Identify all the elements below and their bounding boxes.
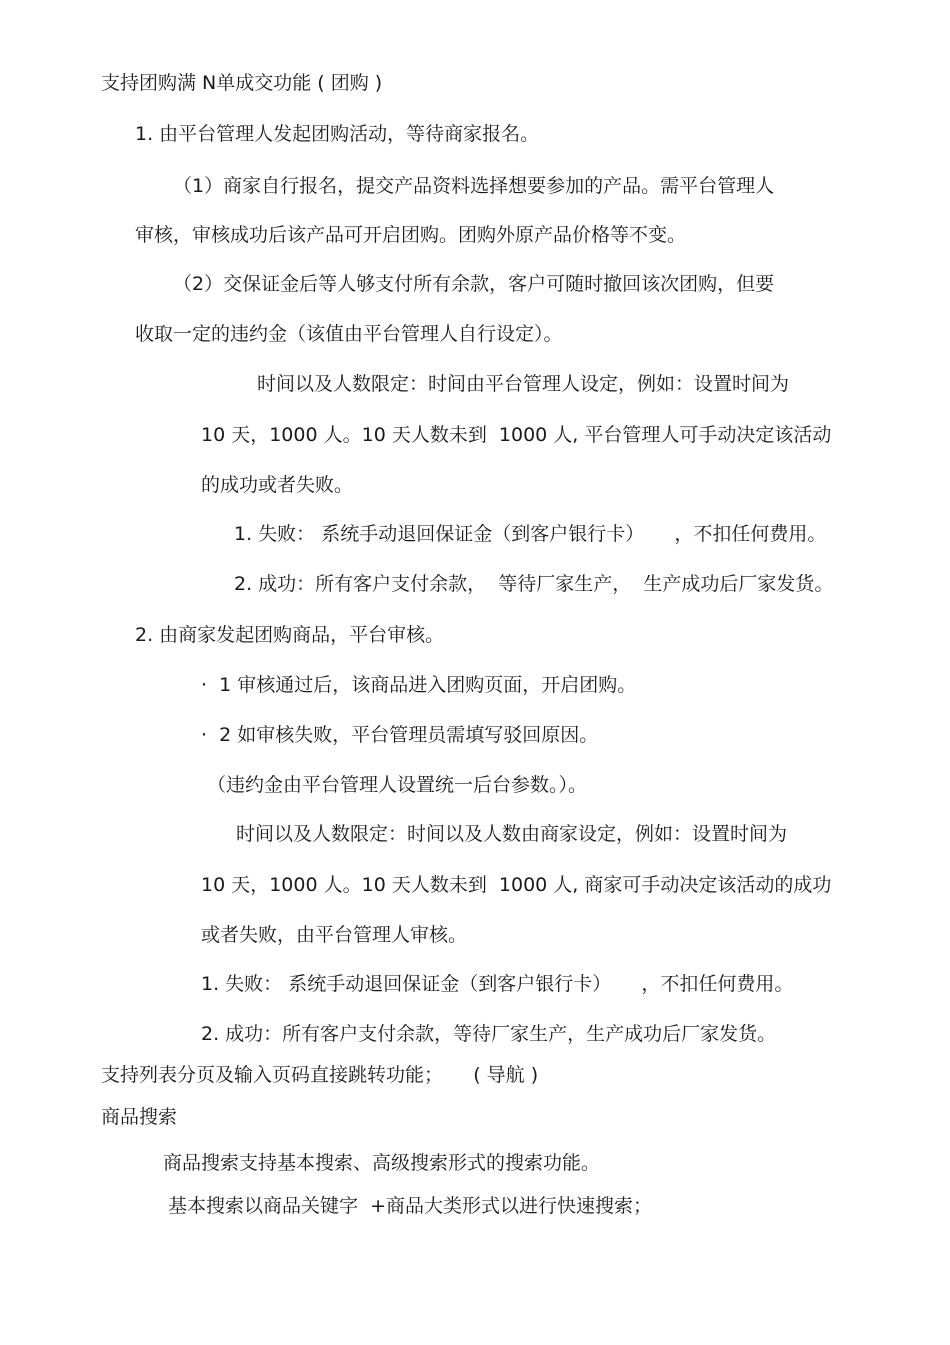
heading-group-buy: 支持团购满 N单成交功能 ( 团购 ) <box>101 72 383 94</box>
merchant-time-line-2: 10 天，1000 人。10 天人数未到 1000 人, 商家可手动决定该活动的成功 <box>201 874 832 896</box>
bullet-rejected: · 2 如审核失败，平台管理员需填写驳回原因。 <box>201 724 599 746</box>
merchant-success-line: 2. 成功：所有客户支付余款，等待厂家生产，生产成功后厂家发货。 <box>201 1023 777 1045</box>
time-limit-line-1: 时间以及人数限定：时间由平台管理人设定，例如：设置时间为 <box>257 373 790 395</box>
basic-search-description: 基本搜索以商品关键字 +商品大类形式以进行快速搜索； <box>168 1195 653 1217</box>
subitem-1-line-2: 审核，审核成功后该产品可开启团购。团购外原产品价格等不变。 <box>135 224 687 246</box>
merchant-failure-line: 1. 失败： 系统手动退回保证金（到客户银行卡） ，不扣任何费用。 <box>201 973 794 995</box>
time-limit-line-3: 的成功或者失败。 <box>201 474 354 496</box>
subitem-2-line-2: 收取一定的违约金（该值由平台管理人自行设定）。 <box>135 323 563 345</box>
merchant-time-line-1: 时间以及人数限定：时间以及人数由商家设定，例如：设置时间为 <box>236 823 788 845</box>
merchant-time-line-3: 或者失败，由平台管理人审核。 <box>201 924 468 946</box>
search-description: 商品搜索支持基本搜索、高级搜索形式的搜索功能。 <box>163 1152 601 1174</box>
item-merchant-initiated: 2. 由商家发起团购商品，平台审核。 <box>135 624 445 646</box>
item-platform-initiated: 1. 由平台管理人发起团购活动，等待商家报名。 <box>135 123 540 145</box>
bullet-approved: · 1 审核通过后，该商品进入团购页面，开启团购。 <box>201 674 637 696</box>
failure-line: 1. 失败： 系统手动退回保证金（到客户银行卡） ，不扣任何费用。 <box>234 523 827 545</box>
time-limit-line-2: 10 天，1000 人。10 天人数未到 1000 人, 平台管理人可手动决定该活动 <box>201 424 832 446</box>
success-line: 2. 成功：所有客户支付余款， 等待厂家生产， 生产成功后厂家发货。 <box>234 573 834 595</box>
subitem-1-line-1: （1）商家自行报名，提交产品资料选择想要参加的产品。需平台管理人 <box>173 175 775 197</box>
heading-pagination: 支持列表分页及输入页码直接跳转功能； ( 导航 ) <box>101 1064 539 1086</box>
heading-product-search: 商品搜索 <box>101 1106 178 1128</box>
subitem-2-line-1: （2）交保证金后等人够支付所有余款，客户可随时撤回该次团购，但要 <box>173 273 775 295</box>
penalty-note: （违约金由平台管理人设置统一后台参数。）。 <box>207 774 588 796</box>
